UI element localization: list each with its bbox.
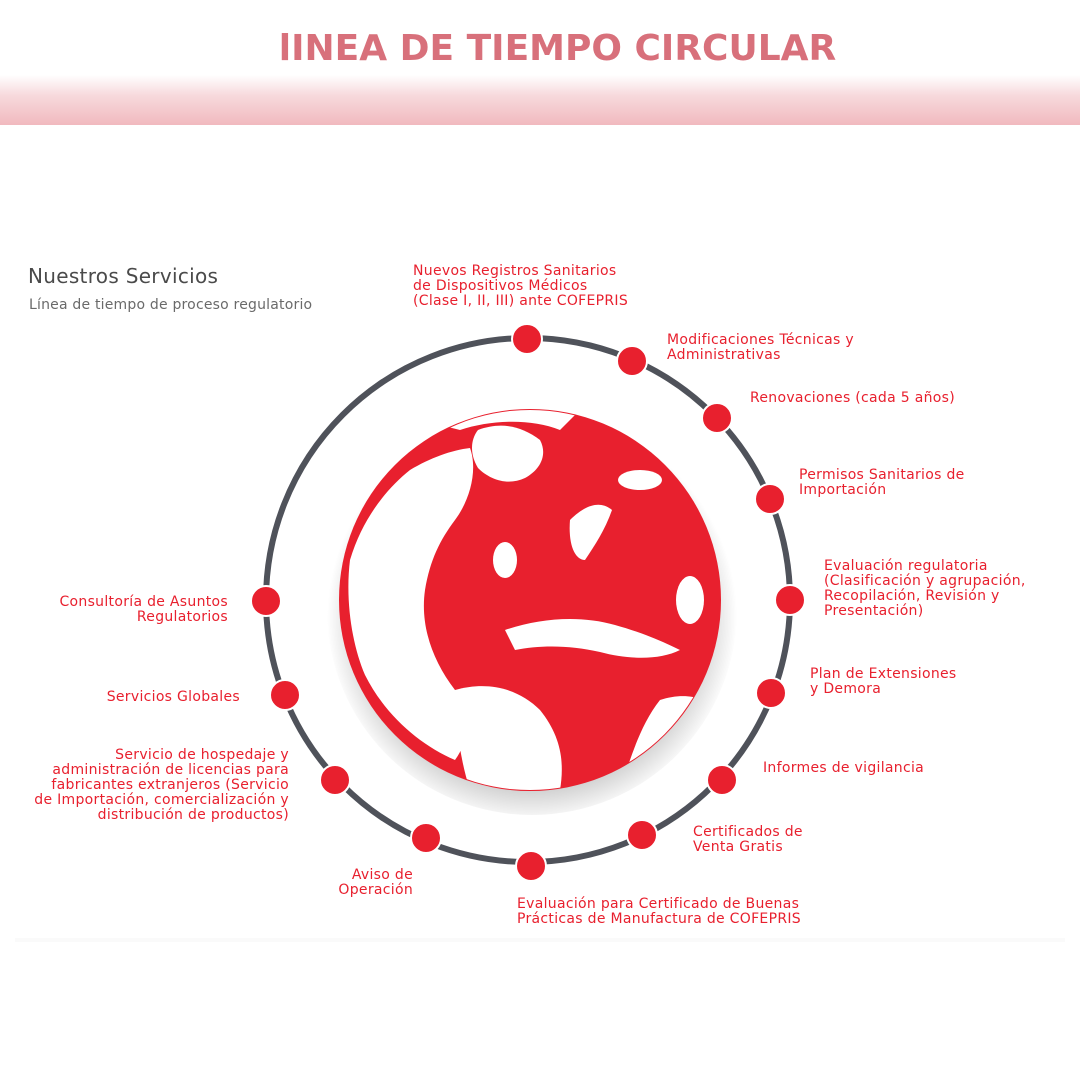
section-subtitle: Línea de tiempo de proceso regulatorio [29, 297, 313, 313]
service-label-line: Evaluación regulatoria [824, 558, 988, 574]
service-label-line: fabricantes extranjeros (Servicio [51, 777, 289, 793]
service-label-line: Certificados de [693, 824, 803, 840]
service-label-line: Renovaciones (cada 5 años) [750, 390, 955, 406]
bottom-divider [15, 938, 1065, 942]
service-label-line: Regulatorios [136, 609, 228, 625]
service-label-line: Recopilación, Revisión y [824, 588, 1000, 604]
service-label-13 [59, 595, 228, 625]
service-label-line: Servicio de hospedaje y [115, 747, 289, 763]
milestone-dot-7 [707, 765, 737, 795]
service-label-line: Servicios Globales [106, 689, 240, 705]
service-label-line: de Importación, comercialización y [34, 792, 289, 808]
service-label-line: distribución de productos) [97, 807, 289, 823]
milestone-dot-13 [251, 586, 281, 616]
service-label-line: Operación [338, 882, 413, 898]
service-label-2 [667, 333, 854, 363]
service-label-3 [750, 391, 955, 406]
service-label-line: Nuevos Registros Sanitarios [413, 263, 617, 279]
service-label-line: Evaluación para Certificado de Buenas [517, 896, 800, 912]
milestone-dot-3 [702, 403, 732, 433]
service-label-line: Aviso de [351, 867, 413, 883]
milestone-dot-9 [516, 851, 546, 881]
service-label-1 [413, 264, 628, 309]
service-label-12 [107, 690, 240, 705]
service-label-line: Consultoría de Asuntos [59, 594, 228, 610]
service-label-line: Plan de Extensiones [810, 666, 957, 682]
milestone-dot-1 [512, 324, 542, 354]
service-label-line: de Dispositivos Médicos [413, 278, 588, 294]
service-label-line: Administrativas [667, 347, 781, 363]
service-label-7 [763, 761, 924, 776]
page-title: lINEA DE TIEMPO CIRCULAR [278, 28, 837, 69]
service-label-line: Modificaciones Técnicas y [667, 332, 854, 348]
service-label-6 [810, 667, 957, 697]
milestone-dot-10 [411, 823, 441, 853]
service-label-line: y Demora [810, 681, 882, 697]
milestone-dot-2 [617, 346, 647, 376]
globe-icon [327, 405, 737, 815]
service-label-line: Informes de vigilancia [763, 760, 925, 776]
milestone-dot-4 [755, 484, 785, 514]
service-label-line: Permisos Sanitarios de [799, 467, 965, 483]
service-label-line: (Clasificación y agrupación, [824, 573, 1026, 589]
milestone-dot-12 [270, 680, 300, 710]
service-label-11 [34, 748, 289, 823]
service-label-line: Venta Gratis [693, 839, 783, 855]
service-label-4 [799, 468, 965, 498]
milestone-dot-8 [627, 820, 657, 850]
service-label-line: Importación [799, 482, 887, 498]
service-label-5 [824, 559, 1026, 619]
service-label-8 [693, 825, 803, 855]
service-label-line: (Clase I, II, III) ante COFEPRIS [413, 293, 629, 309]
service-label-line: Prácticas de Manufactura de COFEPRIS [517, 911, 801, 927]
service-label-line: Presentación) [824, 603, 924, 619]
service-label-line: administración de licencias para [52, 762, 289, 778]
milestone-dot-5 [775, 585, 805, 615]
service-label-9 [517, 897, 801, 927]
milestone-dot-11 [320, 765, 350, 795]
section-title: Nuestros Servicios [28, 264, 219, 288]
milestone-dot-6 [756, 678, 786, 708]
service-label-10 [338, 868, 413, 898]
